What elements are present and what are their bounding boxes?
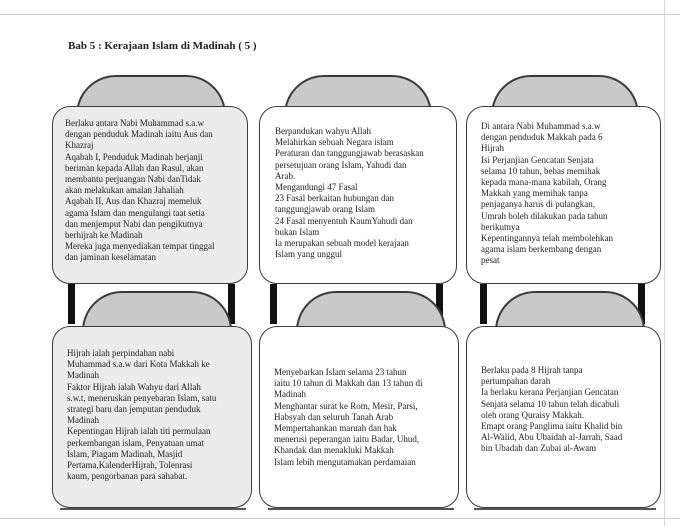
card-hijrah xyxy=(52,326,252,508)
card-line: Islam, Piagam Madinah, Masjid xyxy=(67,448,183,459)
connector-post xyxy=(68,284,75,324)
card-line: Emapt orang Panglima iaitu Khalid bin xyxy=(481,421,623,432)
card-line: dan menjemput Nabi dan pengikutnya xyxy=(65,218,203,229)
card-piagam-madinah xyxy=(259,106,457,284)
card-line: Berlaku pada 8 Hijrah tanpa xyxy=(481,365,583,375)
card-line: Melahirkan sebuah Negara islam xyxy=(275,137,394,148)
card-text xyxy=(481,121,652,267)
card-line: berikutnya xyxy=(481,221,520,232)
card-line: beriman kepada Allah dan Rasul, akan xyxy=(65,162,204,173)
card-line: Hijrah xyxy=(481,143,504,154)
card-line: Pertama,KalenderHijrah, Tolenrasi xyxy=(67,460,193,471)
card-line: s.w.t, meneruskan penyebaran Islam, satu xyxy=(67,392,217,403)
card-line: membantu perjuangan Nabi danTidak xyxy=(65,174,201,185)
card-line: Madinah xyxy=(274,389,306,400)
card-line: bin Ubadah dan Zubai al-Awam xyxy=(481,443,597,454)
card-line: dengan penduduk Makkah pada 6 xyxy=(481,132,603,143)
card-perjanjian-aqabah xyxy=(52,106,248,284)
page-title: Bab 5 : Kerajaan Islam di Madinah ( 5 ) xyxy=(68,40,257,52)
card-text xyxy=(67,348,243,482)
card-line: pesat xyxy=(481,255,500,266)
card-line: Islam lebih mengutamakan perdamaian xyxy=(274,456,416,467)
card-line: Muhammad s.a.w dari Kota Makkah ke xyxy=(67,359,210,370)
card-line: Ia berlaku kerana Perjanjian Gencatan xyxy=(481,387,619,398)
card-line: Islam yang unggul xyxy=(275,249,342,260)
card-line: penjaganya harus di pulangkan, xyxy=(481,199,595,210)
card-line: Menghantar surat ke Rom, Mesir, Parsi, xyxy=(274,400,418,411)
card-line: Habsyah dan seluruh Tanah Arab xyxy=(274,411,394,422)
connector-post xyxy=(270,284,277,324)
card-tab-pembukaan-makkah xyxy=(495,291,645,331)
card-line: 23 Fasal berkaitan hubungan dan xyxy=(275,193,394,204)
card-line: agama islam berkembang dengan xyxy=(481,244,602,255)
connector-post xyxy=(480,284,487,324)
card-perjanjian-hudaibiyah xyxy=(466,106,661,284)
card-line: dengan penduduk Madinah iaitu Aus dan xyxy=(65,129,213,140)
card-line: Menyebarkan Islam selama 23 tahun xyxy=(274,367,407,377)
card-line: berhijrah ke Madinah xyxy=(65,230,143,241)
card-line: Peraturan dan tanggungjawab berasaskan xyxy=(275,148,424,159)
card-line: iaitu 10 tahun di Makkah dan 13 tahun di xyxy=(274,378,423,389)
card-line: menerusi peperangan iaitu Badar, Uhud, xyxy=(274,434,420,445)
card-line: Kepentingannya telah membolehkan xyxy=(481,233,613,244)
card-tab-hijrah xyxy=(82,291,232,331)
card-line: Berlaku antara Nabi Muhammad s.a.w xyxy=(65,118,204,128)
card-line: Madinah xyxy=(67,415,99,426)
card-shadow xyxy=(60,508,246,510)
card-line: oleh orang Quraisy Makkah. xyxy=(481,409,584,420)
card-line: Khazraj xyxy=(65,140,94,151)
card-shadow xyxy=(474,508,656,510)
card-text xyxy=(275,126,448,260)
card-line: Madinah xyxy=(67,370,99,381)
page-top-border xyxy=(0,14,680,15)
card-tab-dakwah xyxy=(296,291,446,331)
card-line: Ia merupakan sebuah model kerajaan xyxy=(275,238,409,249)
card-line: Senjata selama 10 tahun telah dicabuli xyxy=(481,398,620,409)
card-text xyxy=(274,367,450,468)
card-line: Berpandukan wahyu Allah xyxy=(275,126,371,136)
card-dakwah-nabi xyxy=(259,326,459,508)
card-line: Kepentingan Hijrah ialah titi permulaan xyxy=(67,426,211,437)
card-line: akan melakukan amalan Jahaliah xyxy=(65,185,184,196)
card-line: Hijrah ialah perpindahan nabi xyxy=(67,348,175,358)
card-line: kaum, pengorbanan para sahabat. xyxy=(67,471,188,482)
card-line: Makkah yang memihak tanpa xyxy=(481,188,588,199)
card-line: Aqabah II, Aus dan Khazraj memeluk xyxy=(65,196,202,207)
card-line: Mereka juga menyediakan tempat tinggal xyxy=(65,241,215,252)
card-line: selama 10 tahun, bebas memihak xyxy=(481,165,601,176)
card-line: Isi Perjanjian Gencatan Senjata xyxy=(481,154,594,165)
card-line: agama Islam dan mengulangi taat setia xyxy=(65,207,205,218)
page-right-border xyxy=(664,0,665,526)
card-line: Khandak dan menakluki Makkah xyxy=(274,445,394,456)
card-line: Mempertahankan maruah dan hak xyxy=(274,423,397,434)
card-line: Faktor Hijrah ialah Wahyu dari Allah xyxy=(67,381,201,392)
card-line: pertumpahan darah xyxy=(481,376,551,387)
card-line: Umrah boleh dilakukan pada tahun xyxy=(481,210,608,221)
card-line: Mengandungi 47 Fasal xyxy=(275,182,358,193)
card-line: Di antara Nabi Muhammad s.a.w xyxy=(481,121,601,131)
card-line: 24 Fasal menyentuh KaumYahudi dan xyxy=(275,215,413,226)
card-text xyxy=(481,365,654,455)
card-line: perkembangan islam, Penyatuan umat xyxy=(67,437,204,448)
card-line: bukan Islam xyxy=(275,226,320,237)
card-shadow xyxy=(268,508,454,510)
page-bottom-border xyxy=(0,518,680,519)
card-line: persetujuan orang Islam, Yahudi dan xyxy=(275,159,407,170)
card-line: Al-Walid, Abu Ubaidah al-Jarrah, Saad xyxy=(481,432,623,443)
card-line: Aqabah I, Penduduk Madinah berjanji xyxy=(65,151,203,162)
card-line: dan jaminan keselamatan xyxy=(65,252,156,263)
card-text xyxy=(65,118,239,264)
card-line: tanggungjawab orang Islam xyxy=(275,204,375,215)
card-line: kepada mana-mana kabilah, Orang xyxy=(481,177,607,188)
card-pembukaan-makkah xyxy=(466,326,661,508)
card-line: Arab. xyxy=(275,170,296,181)
card-line: strategi baru dan jemputan penduduk xyxy=(67,404,201,415)
